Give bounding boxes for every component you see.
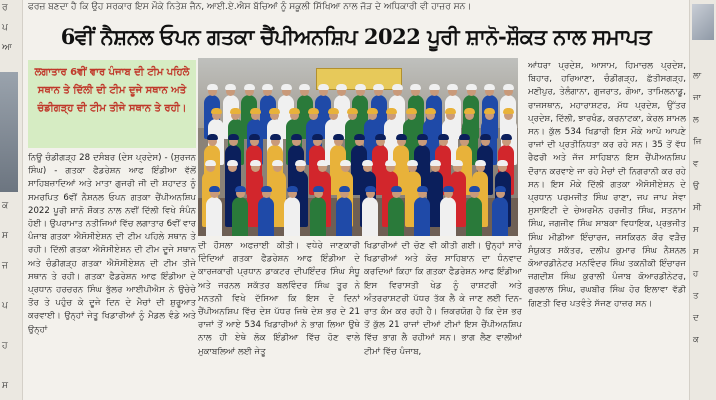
player-turban [287,186,298,192]
player-turban [244,84,255,90]
player-turban [392,84,403,90]
left-edge-text: ਜ [2,261,8,271]
player-figure [258,197,274,236]
player-figure [284,197,300,236]
player-turban [484,84,495,90]
player-turban [299,84,310,90]
left-edge-text: ਰ [2,3,8,13]
player-turban [333,134,344,140]
player-turban [225,84,236,90]
left-edge-text: ਹ [2,341,8,351]
player-turban [328,108,339,114]
player-figure [362,197,378,236]
player-turban [425,108,436,114]
article-headline: 6ਵੀਂ ਨੈਸ਼ਨਲ ਓਪਨ ਗਤਕਾ ਚੈਂਪੀਅਨਸ਼ਿਪ 2022 ਪੂਰੀ ਸ਼ਾਨੋ-ਸ਼ੌਕਤ ਨਾਲ ਸਮਾਪਤ [60,24,652,49]
right-edge-text: ਸ [693,225,699,235]
player-turban [354,134,365,140]
right-edge-text: ਲ [693,115,699,125]
player-turban [430,160,441,166]
player-turban [295,160,306,166]
player-turban [459,134,470,140]
right-edge-text: ਕ [693,335,699,345]
player-turban [227,160,238,166]
player-turban [312,134,323,140]
player-turban [386,108,397,114]
article-column-3: ਖਿਡਾਰੀਆਂ ਦੀ ਚੋਣ ਵੀ ਕੀਤੀ ਗਈ। ਉਨ੍ਹਾਂ ਸਾਰੇ ਖਿਡਾਰੀਆਂ ਅਤੇ ਕੋਚ ਸਾਹਿਬਾਨ ਦਾ ਧੰਨਵਾਦ ਕਰਦਿਆਂ ਕਿਹਾ ਕਿ ਗਤਕਾ ਫੈਡਰੇਸ਼ਨ ਆਫ ਇੰਡੀਆ ਇਸ ਵਿਰਾਸਤੀ ਖੇਡ ਨੂੰ ਰਾਸ਼ਟਰੀ ਅਤੇ ਅੰਤਰਰਾਸ਼ਟਰੀ ਪੱਧਰ ਤੱਕ ਲੈ ਕੇ ਜਾਣ ਲਈ ਦਿਨ-ਰਾਤ ਕੰਮ ਕਰ ਰਹੀ ਹੈ। ਜ਼ਿਕਰਯੋਗ ਹੈ ਕਿ ਦੇਸ਼ ਭਰ ਤੋਂ ਕੁੱਲ 21 ਰਾਜਾਂ ਦੀਆਂ ਟੀਮਾਂ ਇਸ ਚੈਂਪੀਅਨਸ਼ਿਪ ਵਿੱਚ ਭਾਗ ਲੈ ਰਹੀਆਂ ਸਨ। ਭਾਗ ਲੈਣ ਵਾਲੀਆਂ ਟੀਮਾਂ ਵਿੱਚ ਪੰਜਾਬ, [364,241,522,357]
player-turban [230,108,241,114]
left-page-edge [0,0,23,400]
player-figure [206,197,222,236]
player-figure [232,197,248,236]
article-column-1: ਨਿਊ ਚੰਡੀਗੜ੍ਹ 28 ਦਸੰਬਰ (ਦੇਸ ਪ੍ਰਦੇਸ) - (ਸੁਰਜਨ ਸਿੰਘ) - ਗਤਕਾ ਫੈਡਰੇਸ਼ਨ ਆਫ ਇੰਡੀਆ ਵੱਲੋਂ ਸਾਹਿਬਜ਼ਾਦਿਆਂ ਅਤੇ ਮਾਤਾ ਗੁਜਰੀ ਜੀ ਦੀ ਸ਼ਹਾਦਤ ਨੂੰ ਸਮਰਪਿਤ 6ਵੀਂ ਨੈਸ਼ਨਲ ਓਪਨ ਗਤਕਾ ਚੈਂਪੀਅਨਸ਼ਿਪ 2022 ਪੂਰੀ ਸ਼ਾਨੋ ਸ਼ੌਕਤ ਨਾਲ ਨਵੀਂ ਦਿੱਲੀ ਵਿਖੇ ਸੰਪੰਨ ਹੋਈ। ਉਪਰਾਮਾਤ ਨਤੀਜਿਆਂ ਵਿੱਚ ਲਗਾਤਾਰ 6ਵੀਂ ਵਾਰ ਪੰਜਾਬ ਗਤਕਾ ਐਸੋਸੀਏਸ਼ਨ ਦੀ ਟੀਮ ਪਹਿਲੇ ਸਥਾਨ ਤੇ ਰਹੀ। ਦਿੱਲੀ ਗਤਕਾ ਐਸੋਸੀਏਸ਼ਨ ਦੀ ਟੀਮ ਦੂਜੇ ਸਥਾਨ ਅਤੇ ਚੰਡੀਗੜ੍ਹ ਗਤਕਾ ਐਸੋਸੀਏਸ਼ਨ ਦੀ ਟੀਮ ਤੀਜੇ ਸਥਾਨ ਤੇ ਰਹੀ। ਗਤਕਾ ਫੈਡਰੇਸ਼ਨ ਆਫ ਇੰਡੀਆ ਦੇ ਪ੍ਰਧਾਨ ਹਰਚਰਨ ਸਿੰਘ ਭੁੱਲਰ ਆਈਪੀਐਸ ਨੇ ਉਚੇਚੇ ਤੌਰ ਤੇ ਪਹੁੰਚ ਕੇ ਦੂਜੇ ਦਿਨ ਦੇ ਮੈਚਾਂ ਦੀ ਸ਼ੁਰੂਆਤ ਕਰਵਾਈ। ਉਨ੍ਹਾਂ ਜੇਤੂ ਖਿਡਾਰੀਆਂ ਨੂੰ ਮੈਡਲ ਵੰਡੇ ਅਤੇ ਉਨ੍ਹਾਂ [28,153,196,335]
player-turban [291,134,302,140]
player-turban [480,134,491,140]
highlight-box: ਲਗਾਤਾਰ 6ਵੀਂ ਵਾਰ ਪੰਜਾਬ ਦੀ ਟੀਮ ਪਹਿਲੇ ਸਥਾਨ ਤੇ ਦਿੱਲੀ ਦੀ ਟੀਮ ਦੂਜੇ ਸਥਾਨ ਅਤੇ ਚੰਡੀਗੜ੍ਹ ਦੀ ਟੀਮ ਤੀਜੇ ਸਥਾਨ ਤੇ ਰਹੀ। [28,60,196,148]
left-edge-text: ਕ [2,201,9,211]
player-turban [250,160,261,166]
player-turban [503,108,514,114]
player-turban [452,160,463,166]
player-turban [475,160,486,166]
right-edge-text: ਲਾ [693,71,702,81]
right-edge-text: ਵ [693,159,699,169]
player-turban [347,108,358,114]
player-turban [211,108,222,114]
right-edge-text: ਹ [693,269,699,279]
player-turban [250,108,261,114]
player-turban [207,84,218,90]
player-figure [388,197,404,236]
left-edge-text: ਪ [2,301,8,311]
team-group-photo [198,58,518,236]
player-turban [340,160,351,166]
right-edge-text: ਤ [693,291,699,301]
player-turban [429,84,440,90]
player-turban [235,186,246,192]
player-turban [270,134,281,140]
right-page-edge [689,0,716,400]
player-turban [407,160,418,166]
player-turban [484,108,495,114]
player-turban [469,186,480,192]
player-turban [365,186,376,192]
player-figure [440,197,456,236]
player-turban [464,108,475,114]
player-turban [385,160,396,166]
left-edge-text: ਸ [2,381,8,391]
player-turban [417,134,428,140]
player-turban [289,108,300,114]
player-turban [375,134,386,140]
right-edge-text: ਜਿ [693,137,702,147]
right-edge-text: ਉ [693,181,700,191]
player-turban [308,108,319,114]
player-turban [443,186,454,192]
player-turban [249,134,260,140]
player-turban [417,186,428,192]
right-edge-text: ਦ [693,313,699,323]
player-turban [205,160,216,166]
player-turban [367,108,378,114]
player-turban [272,160,283,166]
player-turban [445,108,456,114]
player-figure [336,197,352,236]
player-turban [362,160,373,166]
player-figure [492,197,508,236]
player-turban [447,84,458,90]
left-edge-photo [0,72,18,192]
player-figure [414,197,430,236]
player-turban [207,134,218,140]
player-turban [269,108,280,114]
player-turban [501,134,512,140]
player-turban [313,186,324,192]
player-turban [339,186,350,192]
right-edge-photo [692,4,714,40]
right-edge-text: ਜਾ [693,93,701,103]
left-edge-text: ਸ [2,231,8,241]
left-edge-text: ਆ [2,43,12,53]
player-turban [317,160,328,166]
article-column-2: ਦੀ ਹੌਸਲਾ ਅਫਜ਼ਾਈ ਕੀਤੀ। ਵਧੇਰੇ ਜਾਣਕਾਰੀ ਦਿੰਦਿਆਂ ਗਤਕਾ ਫੈਡਰੇਸ਼ਨ ਆਫ ਇੰਡੀਆ ਦੇ ਕਾਰਜਕਾਰੀ ਪ੍ਰਧਾਨ ਡਾਕਟਰ ਦੀਪਇੰਦਰ ਸਿੰਘ ਸੰਧੂ ਅਤੇ ਜਰਨਲ ਸਕੱਤਰ ਬਲਵਿੰਦਰ ਸਿੰਘ ਤੂਰ ਨੇ ਮਨਤਨੀ ਵਿਖੇ ਦੱਸਿਆ ਕਿ ਇਸ ਦੋ ਦਿਨਾਂ ਚੈਂਪੀਅਨਸ਼ਿਪ ਵਿੱਚ ਦੇਸ਼ ਪੱਧਰ ਜਿਥੇ ਦੇਸ਼ ਭਰ ਦੇ 21 ਰਾਜਾਂ ਤੋਂ ਆਏ 534 ਖਿਡਾਰੀਆਂ ਨੇ ਭਾਗ ਲਿਆ ਉਥੇ ਨਾਲ ਹੀ ਏਥੇ ਲੋਕ ਇੰਡੀਆ ਵਿੱਚ ਹੋਣ ਵਾਲੇ ਮੁਕਾਬਲਿਆਂ ਲਈ ਜੇਤੂ [198,241,360,357]
player-turban [228,134,239,140]
player-turban [336,84,347,90]
player-figure [466,197,482,236]
player-turban [406,108,417,114]
player-turban [281,84,292,90]
player-turban [262,84,273,90]
player-turban [373,84,384,90]
player-turban [410,84,421,90]
player-turban [355,84,366,90]
player-turban [318,84,329,90]
player-turban [497,160,508,166]
right-edge-text: ਸੀ [693,203,702,213]
player-turban [438,134,449,140]
player-turban [209,186,220,192]
player-turban [391,186,402,192]
right-edge-text: ਸ [693,247,699,257]
left-edge-text: ਪ [2,23,8,33]
player-figure [310,197,326,236]
previous-article-tail: ਫਰਜ਼ ਬਣਦਾ ਹੈ ਕਿ ਉਹ ਸਰਕਾਰ ਇਸ ਮੌਕੇ ਨਿਤੇਸ਼ ਜੈਨ, ਆਈ.ਏ.ਐਸ ਬੱਚਿਆਂ ਨੂੰ ਸਕੂਲੀ ਸਿੱਖਿਆ ਨਾਲ ਜੋੜ ਦੇ ਅਧਿਕਾਰੀ ਵੀ ਹਾਜ਼ਰ ਸਨ। [28,2,472,12]
article-column-4: ਆਂਧਰਾ ਪ੍ਰਦੇਸ਼, ਆਸਾਮ, ਹਿਮਾਚਲ ਪ੍ਰਦੇਸ਼, ਬਿਹਾਰ, ਹਰਿਆਣਾ, ਚੰਡੀਗੜ੍ਹ, ਛੱਤੀਸਗੜ੍ਹ, ਮਣੀਪੁਰ, ਤੇਲੰਗਾਨਾ, ਗੁਜਰਾਤ, ਗੋਆ, ਤਾਮਿਲਨਾਡੂ, ਰਾਜਸਥਾਨ, ਮਹਾਰਾਸ਼ਟਰ, ਮੱਧ ਪ੍ਰਦੇਸ਼, ਉੱਤਰ ਪ੍ਰਦੇਸ਼, ਦਿੱਲੀ, ਝਾਰਖੰਡ, ਕਰਨਾਟਕਾ, ਕੇਰਲ ਸ਼ਾਮਲ ਸਨ। ਕੁੱਲ 534 ਖਿਡਾਰੀ ਇਸ ਮੌਕੇ ਆਪੋ ਆਪਣੇ ਰਾਜਾਂ ਦੀ ਪ੍ਰਤੀਨਿਧਤਾ ਕਰ ਰਹੇ ਸਨ। 35 ਤੋਂ ਵੱਧ ਰੈਫਰੀ ਅਤੇ ਜੱਜ ਸਾਹਿਬਾਨ ਇਸ ਚੈਂਪੀਅਨਸ਼ਿਪ ਦੌਰਾਨ ਕਰਵਾਏ ਜਾ ਰਹੇ ਮੈਚਾਂ ਦੀ ਨਿਗਰਾਨੀ ਕਰ ਰਹੇ ਸਨ। ਇਸ ਮੌਕੇ ਦਿੱਲੀ ਗਤਕਾ ਐਸੋਸੀਏਸ਼ਨ ਦੇ ਪ੍ਰਧਾਨ ਪਰਮਜੀਤ ਸਿੰਘ ਰਾਣਾ, ਜਪ ਜਾਪ ਸੇਵਾ ਸੁਸਾਇਟੀ ਦੇ ਚੇਅਰਮੈਨ ਹਰਜੀਤ ਸਿੰਘ, ਸਤਨਾਮ ਸਿੰਘ, ਜਗਜੀਵ ਸਿੰਘ ਸਾਬਕਾ ਵਿਧਾਇਕ, ਪ੍ਰਭਜੀਤ ਸਿੰਘ ਮੀਡੀਆ ਇੰਚਾਰਜ, ਜਸਕਿਰਨ ਕੌਰ ਵੜੈਚ ਸੰਯੁਕਤ ਸਕੱਤਰ, ਦਲੀਪ ਕੁਮਾਰ ਸਿੰਘ ਨੈਸ਼ਨਲ ਕੋਆਰਡੀਨੇਟਰ ਮਨਵਿੰਦਰ ਸਿੰਘ ਤਕਨੀਕੀ ਇੰਚਾਰਜ ਜਗਦੀਸ਼ ਸਿੰਘ ਕੁਰਾਲੀ ਪੰਜਾਬ ਕੋਆਰਡੀਨੇਟਰ, ਗੁਰਲਾਲ ਸਿੰਘ, ਰਘਬੀਰ ਸਿੰਘ ਹੋਰ ਇਲਾਵਾ ਵੱਡੀ ਗਿਣਤੀ ਵਿਚ ਪਤਵੰਤੇ ਸੱਜਣ ਹਾਜ਼ਰ ਸਨ। [528,61,686,309]
player-turban [495,186,506,192]
player-turban [466,84,477,90]
player-turban [396,134,407,140]
player-turban [503,84,514,90]
player-turban [261,186,272,192]
